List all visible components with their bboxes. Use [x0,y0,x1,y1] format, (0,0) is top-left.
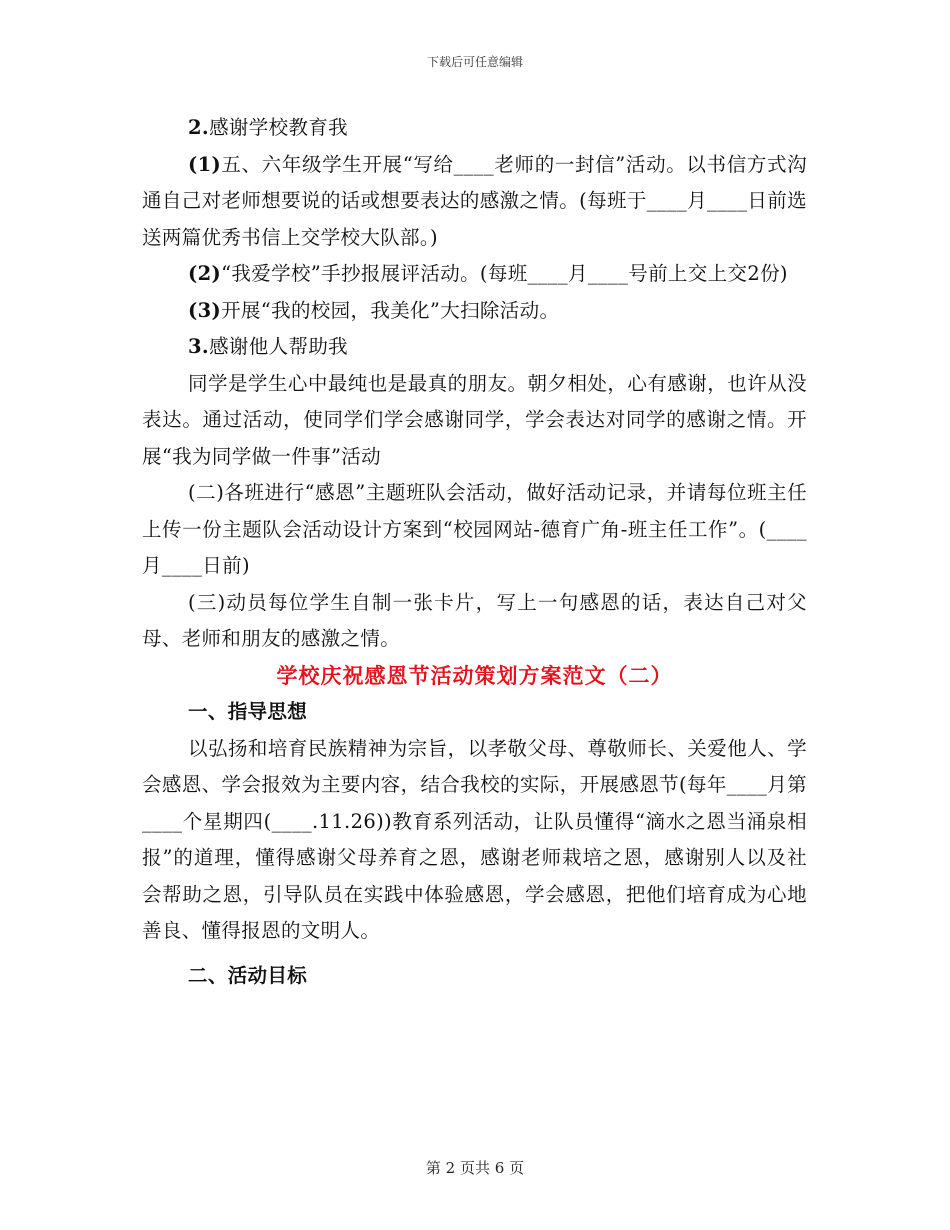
item-number: (2) [188,262,222,285]
page-header: 下载后可任意编辑 [426,55,523,69]
item-heading-text: 感谢他人帮助我 [209,335,349,358]
page-footer: 第 2 页共 6 页 [425,1159,525,1177]
item-2-2 [142,256,807,293]
item-2-1 [142,147,807,257]
section-2-heading: 二、活动目标 [188,963,308,987]
section-1-heading: 一、指导思想 [188,700,308,723]
part-2-paragraph: (二)各班进行“感恩”主题班队会活动，做好活动记录，并请每位班主任上传一份主题队会活动设计方案到“校园网站-德育广角-班主任工作”。(____月____日前) [142,481,807,577]
item-number: (1) [188,152,222,176]
item-heading-text: 感谢学校教育我 [209,116,349,139]
item-2-heading [142,110,807,147]
document-body [142,110,807,994]
document-title: 学校庆祝感恩节活动策划方案范文（二） [276,662,673,688]
item-3-paragraph: 同学是学生心中最纯也是最真的朋友。朝夕相处，心有感谢，也许从没表达。通过活动，使同学们学会感谢同学，学会表达对同学的感谢之情。开展“我为同学做一件事”活动 [142,371,807,468]
part-3-paragraph: (三)动员每位学生自制一张卡片，写上一句感恩的话，表达自己对父母、老师和朋友的感激之情。 [142,590,807,650]
item-text: “我爱学校”手抄报展评活动。(每班____月____号前上交上交2份) [221,262,788,285]
item-number: 2. [188,116,210,139]
item-2-3 [142,293,807,330]
item-number: (3) [188,298,222,322]
item-text: 五、六年级学生开展“写给____老师的一封信”活动。以书信方式沟通自己对老师想要说的话或想要表达的感激之情。(每班于____月____日前选送两篇优秀书信上交学校大队部。) [142,152,807,249]
item-text: 开展“我的校园，我美化”大扫除活动。 [221,298,560,322]
section-1-paragraph: 以弘扬和培育民族精神为宗旨，以孝敬父母、尊敬师长、关爱他人、学会感恩、学会报效为主要内容，结合我校的实际，开展感恩节(每年____月第____个星期四(____.11.26))教育系列活动，让队员懂得“滴水之恩当涌泉相报”的道理，懂得感谢父母养育之恩，感谢老师栽培之恩，感谢别人以及社会帮助之恩，引导队员在实践中体验感恩，学会感恩，把他们培育成为心地善良、懂得报恩的文明人。 [142,736,807,942]
item-3-heading [142,329,807,366]
item-number: 3. [188,335,210,358]
